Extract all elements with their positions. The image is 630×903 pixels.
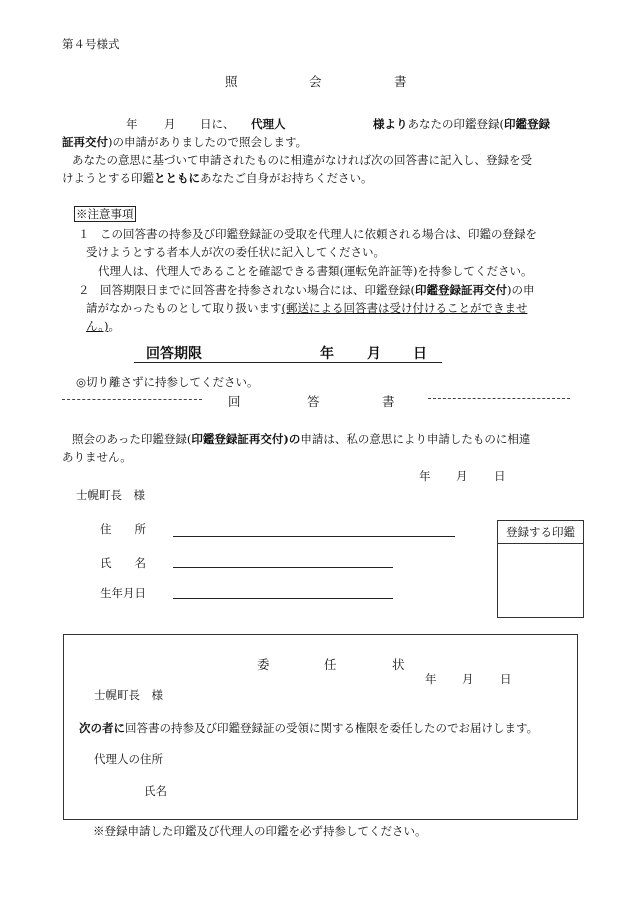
sama-yori: 様より (373, 117, 408, 131)
registered-seal-box[interactable] (497, 520, 584, 618)
inquiry-date-month: 月 (164, 117, 176, 131)
para2-line2-a: けようとする印鑑 (62, 171, 154, 185)
para1-c: 証再交付 (62, 135, 108, 149)
answer-date-day: 日 (494, 469, 506, 483)
answer-body-a: 照会のあった印鑑登録( (72, 432, 192, 446)
answer-title-char-1: 回 (228, 394, 241, 409)
para2-line1: あなたの意思に基づいて申請されたものに相違がなければ次の回答書に記入し、登録を受 (72, 153, 532, 167)
inquiry-date-year: 年 (126, 117, 138, 131)
cut-line-left (62, 399, 202, 400)
address-label: 住 所 (100, 522, 146, 536)
note2-line1-b: 印鑑登録証再交付 (414, 283, 507, 297)
name-label: 氏 名 (100, 556, 146, 570)
answer-addressee: 士幌町長 様 (76, 488, 145, 502)
answer-body-line2: ありません。 (62, 450, 132, 464)
answer-date-month: 月 (456, 469, 468, 483)
deadline-month: 月 (367, 346, 381, 362)
proxy-date-year: 年 (425, 672, 437, 686)
answer-body-d: 申請は、私の意思により申請したものに相違 (300, 432, 531, 446)
cut-line-right (428, 398, 570, 399)
deadline-year: 年 (320, 346, 334, 362)
address-field[interactable] (173, 536, 455, 537)
note1-number: １ (78, 227, 90, 241)
note2-line2-b: (郵送による回答書は受け付けることができませ (281, 301, 528, 315)
birthdate-field[interactable] (173, 598, 393, 599)
answer-title-char-2: 答 (307, 394, 320, 409)
inquiry-title-char-1: 照 (225, 74, 238, 89)
notes-heading: ※注意事項 (76, 207, 134, 221)
answer-body-c: )の (283, 432, 301, 446)
agent-name-label: 氏名 (144, 784, 167, 798)
footer-note: ※登録申請した印鑑及び代理人の印鑑を必ず持参してください。 (93, 824, 427, 838)
para1-d: )の申請がありましたので照会します。 (108, 135, 308, 149)
note2-line3-b: 。 (108, 319, 120, 333)
proxy-date-day: 日 (500, 672, 512, 686)
deadline-underline (134, 362, 442, 363)
proxy-title-char-1: 委 (257, 657, 270, 672)
birthdate-label: 生年月日 (100, 586, 146, 600)
registered-seal-label: 登録する印鑑 (498, 521, 583, 544)
para2-line2-c: あなたご自身がお持ちください。 (200, 171, 373, 185)
deadline-label: 回答期限 (146, 346, 202, 362)
para1-a: あなたの印鑑登録( (407, 117, 504, 131)
inquiry-date-day: 日に、 (200, 117, 235, 131)
answer-date-year: 年 (419, 469, 431, 483)
proxy-title-char-2: 任 (324, 657, 337, 672)
agent-label: 代理人 (251, 117, 286, 131)
note2-line2-a: 請がなかったものとして取り扱います (86, 301, 282, 315)
note2-line1-a: 回答期限日までに回答書を持参されない場合には、印鑑登録( (100, 283, 415, 297)
inquiry-title-char-2: 会 (309, 74, 322, 89)
para1-b: 印鑑登録 (504, 117, 550, 131)
cut-note: ◎切り離さずに持参してください。 (76, 375, 259, 389)
proxy-body-a: 次の者に (79, 721, 125, 735)
proxy-title-char-3: 状 (392, 657, 405, 672)
note1-line3: 代理人は、代理人であることを確認できる書類(運転免許証等)を持参してください。 (98, 264, 533, 278)
note1-line1: この回答書の持参及び印鑑登録証の受取を代理人に依頼される場合は、印鑑の登録を (100, 227, 537, 241)
proxy-addressee: 士幌町長 様 (94, 688, 163, 702)
name-field[interactable] (173, 567, 393, 568)
deadline-day: 日 (413, 346, 427, 362)
proxy-body-b: 回答書の持参及び印鑑登録証の受領に関する権限を委任したのでお届けします。 (125, 721, 539, 735)
answer-body-b: 印鑑登録証再交付 (191, 432, 284, 446)
note2-line1-c: )の申 (506, 283, 535, 297)
answer-title-char-3: 書 (382, 394, 395, 409)
note2-number: ２ (78, 283, 90, 297)
note1-line2: 受けようとする者本人が次の委任状に記入してください。 (86, 245, 385, 259)
agent-address-label: 代理人の住所 (94, 752, 163, 766)
inquiry-title-char-3: 書 (394, 74, 407, 89)
form-number: 第４号様式 (62, 37, 120, 51)
note2-line3-a: ん。) (86, 319, 109, 333)
para2-line2-b: とともに (154, 171, 200, 185)
proxy-date-month: 月 (462, 672, 474, 686)
